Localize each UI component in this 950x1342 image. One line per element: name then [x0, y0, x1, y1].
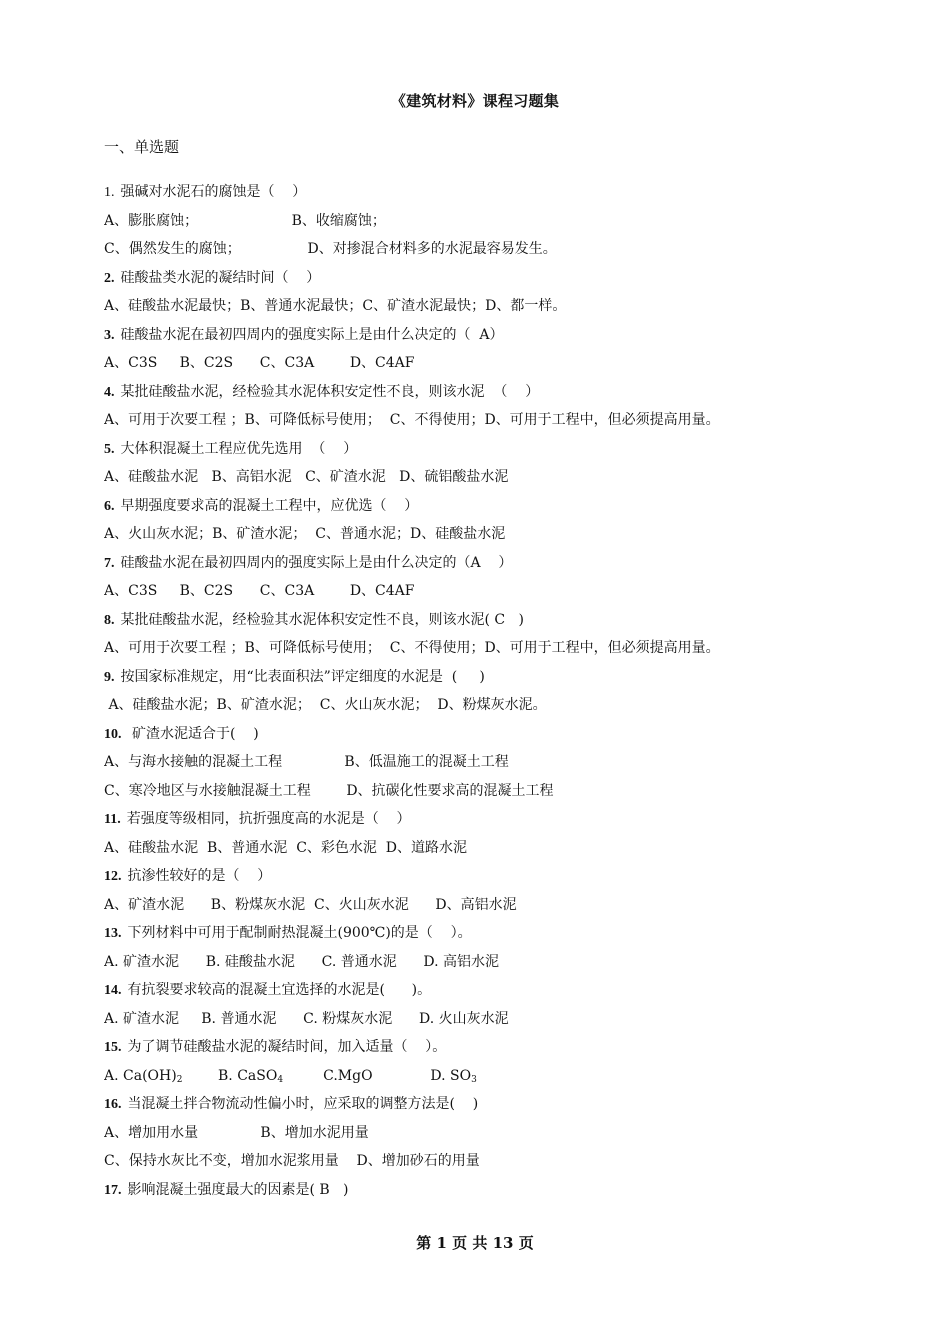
question-text: 某批硅酸盐水泥，经检验其水泥体积安定性不良，则该水泥 （ ） [120, 383, 540, 400]
question-list [104, 178, 864, 1204]
question-number: 15. [104, 1040, 122, 1055]
page-footer: 第 1 页 共 13 页 [416, 1234, 534, 1252]
document-title: 《建筑材料》课程习题集 [390, 92, 560, 110]
question-line [104, 178, 864, 207]
option-line: A、可用于次要工程 ；B、可降低标号使用； C、不得使用；D、可用于工程中，但必须提高用量。 [104, 412, 720, 428]
option-line: A、与海水接触的混凝土工程 B、低温施工的混凝土工程 [104, 754, 509, 770]
question-text: 抗渗性较好的是（ ） [127, 868, 272, 884]
question-number: 4. [104, 384, 115, 400]
question-number: 16. [104, 1097, 122, 1112]
question-text: 下列材料中可用于配制耐热混凝土(900℃)的是（ ）。 [127, 925, 472, 941]
option-line: A. 矿渣水泥 B. 普通水泥 C. 粉煤灰水泥 D. 火山灰水泥 [104, 1010, 509, 1027]
question-number: 8. [104, 612, 115, 628]
option-line: A、硅酸盐水泥最快；B、普通水泥最快；C、矿渣水泥最快；D、都一样。 [104, 298, 567, 314]
option-line: A、硅酸盐水泥 B、普通水泥 C、彩色水泥 D、道路水泥 [104, 839, 468, 856]
question-number: 10. [104, 726, 122, 742]
option-text: C.MgO D. SO [283, 1067, 472, 1084]
question-line [104, 805, 864, 834]
option-line [104, 1062, 864, 1091]
question-line [104, 919, 864, 948]
question-text: 影响混凝土强度最大的因素是( B ) [127, 1181, 349, 1198]
option-line: A. 矿渣水泥 B. 硅酸盐水泥 C. 普通水泥 D. 高铝水泥 [104, 953, 500, 970]
option-line: A、增加用水量 B、增加水泥用量 [104, 1124, 369, 1141]
question-line [104, 862, 864, 891]
option-text: A. Ca(OH) [104, 1067, 177, 1084]
question-number: 9. [104, 669, 115, 685]
question-number: 2. [104, 270, 115, 286]
question-line [104, 492, 864, 521]
option-line: A、可用于次要工程 ；B、可降低标号使用； C、不得使用；D、可用于工程中，但必须提高用量。 [104, 640, 720, 656]
question-line [104, 378, 864, 407]
question-line [104, 606, 864, 635]
question-text: 硅酸盐水泥在最初四周内的强度实际上是由什么决定的（ A） [120, 326, 504, 343]
question-text: 某批硅酸盐水泥，经检验其水泥体积安定性不良，则该水泥( C ) [120, 611, 524, 628]
option-line: A、膨胀腐蚀； B、收缩腐蚀； [104, 212, 386, 229]
option-line: A、矿渣水泥 B、粉煤灰水泥 C、火山灰水泥 D、高铝水泥 [104, 896, 517, 913]
question-text: 硅酸盐水泥在最初四周内的强度实际上是由什么决定的（A ） [120, 554, 513, 571]
question-text: 早期强度要求高的混凝土工程中，应优选（ ） [120, 497, 419, 514]
option-line: A、硅酸盐水泥 B、高铝水泥 C、矿渣水泥 D、硫铝酸盐水泥 [104, 469, 509, 485]
question-number: 14. [104, 983, 122, 998]
option-text: B. CaSO [182, 1067, 278, 1084]
subscript: 2 [176, 1074, 183, 1085]
question-text: 矿渣水泥适合于( ) [127, 725, 259, 742]
question-text: 强碱对水泥石的腐蚀是（ ） [120, 184, 307, 200]
option-line: C、寒冷地区与水接触混凝土工程 D、抗碳化性要求高的混凝土工程 [104, 782, 554, 799]
question-text: 为了调节硅酸盐水泥的凝结时间，加入适量（ ）。 [127, 1039, 447, 1055]
question-line [104, 321, 864, 350]
question-line [104, 1090, 864, 1119]
question-number: 6. [104, 498, 115, 514]
question-text: 大体积混凝土工程应优先选用 （ ） [120, 440, 358, 457]
question-line [104, 1033, 864, 1062]
subscript: 3 [471, 1074, 477, 1085]
question-line [104, 549, 864, 578]
question-number: 12. [104, 869, 122, 884]
question-number: 7. [104, 555, 115, 571]
question-text: 若强度等级相同，抗折强度高的水泥是（ ） [126, 811, 411, 827]
option-line: A、C3S B、C2S C、C3A D、C4AF [104, 355, 415, 371]
question-line [104, 720, 864, 749]
question-text: 按国家标准规定，用“比表面积法”评定细度的水泥是 ( ) [120, 668, 485, 685]
question-number: 17. [104, 1182, 122, 1198]
question-number: 1. [104, 185, 115, 200]
question-text: 当混凝土拌合物流动性偏小时，应采取的调整方法是( ) [127, 1096, 479, 1112]
option-line: A、硅酸盐水泥；B、矿渣水泥； C、火山灰水泥； D、粉煤灰水泥。 [104, 697, 547, 713]
question-line [104, 435, 864, 464]
question-number: 5. [104, 441, 115, 457]
option-line: A、C3S B、C2S C、C3A D、C4AF [104, 583, 415, 599]
subscript: 4 [277, 1074, 284, 1085]
question-line [104, 1176, 864, 1205]
question-number: 3. [104, 327, 115, 343]
option-line: C、偶然发生的腐蚀； D、对掺混合材料多的水泥最容易发生。 [104, 241, 557, 257]
question-text: 硅酸盐类水泥的凝结时间（ ） [120, 269, 321, 286]
question-line [104, 976, 864, 1005]
question-text: 有抗裂要求较高的混凝土宜选择的水泥是( )。 [127, 982, 432, 998]
option-line: C、保持水灰比不变，增加水泥浆用量 D、增加砂石的用量 [104, 1153, 480, 1169]
question-number: 11. [104, 812, 121, 827]
question-number: 13. [104, 926, 122, 941]
section-heading: 一、单选题 [104, 138, 180, 156]
option-line: A、火山灰水泥；B、矿渣水泥； C、普通水泥；D、硅酸盐水泥 [104, 526, 506, 542]
question-line [104, 663, 864, 692]
question-line [104, 264, 864, 293]
